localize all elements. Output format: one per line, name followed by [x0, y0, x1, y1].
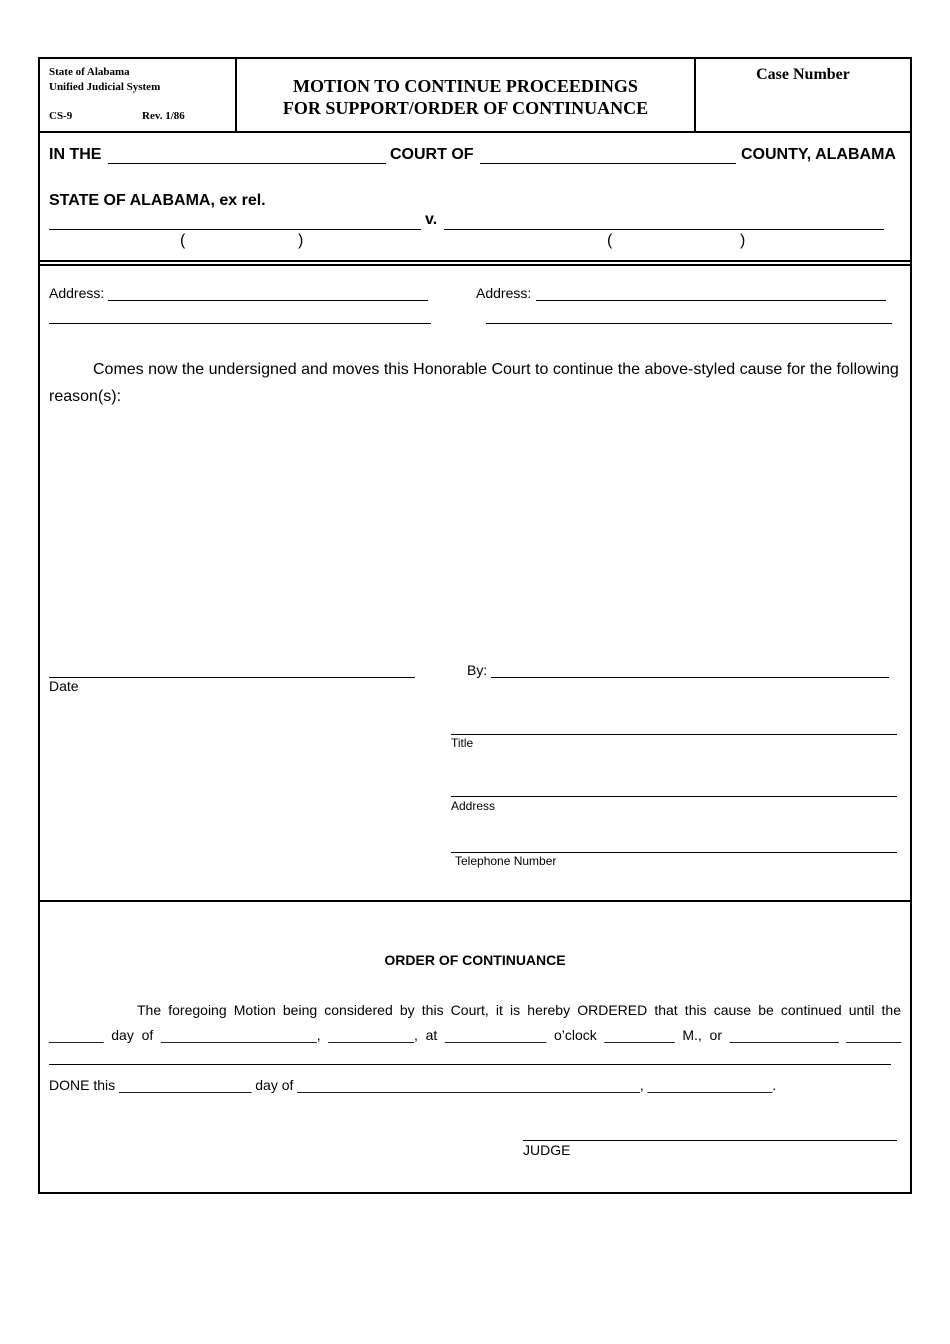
left-address-line-1[interactable] — [108, 300, 428, 301]
date-field[interactable] — [49, 677, 415, 678]
org-line-2: Unified Judicial System — [49, 81, 161, 93]
judge-label: JUDGE — [523, 1142, 571, 1158]
org-line-1: State of Alabama — [49, 66, 130, 78]
signer-address-label: Address — [451, 799, 496, 813]
in-the-label: IN THE — [49, 146, 102, 163]
caption-divider-2 — [38, 264, 912, 266]
caption-divider-1 — [38, 260, 912, 262]
signer-address-field[interactable] — [451, 796, 897, 797]
defendant-paren-close: ) — [740, 232, 746, 249]
case-number-label: Case Number — [756, 66, 850, 83]
order-continuation-line[interactable] — [49, 1064, 891, 1065]
revision: Rev. 1/86 — [142, 110, 185, 122]
telephone-label: Telephone Number — [455, 854, 557, 868]
right-address-line-1[interactable] — [536, 300, 886, 301]
versus-label: v. — [425, 211, 438, 228]
right-address-line-2[interactable] — [486, 323, 892, 324]
title-label: Title — [451, 736, 474, 750]
form-title-line-2: FOR SUPPORT/ORDER OF CONTINUANCE — [282, 98, 649, 118]
court-type-field[interactable] — [108, 163, 386, 164]
case-number-field[interactable] — [700, 88, 906, 128]
state-ex-rel-label: STATE OF ALABAMA, ex rel. — [49, 192, 266, 209]
motion-body: Comes now the undersigned and moves this Honorable Court to continue the above-styled cause for the following reason(s): — [49, 361, 899, 405]
form-title-line-1: MOTION TO CONTINUE PROCEEDINGS — [293, 76, 638, 96]
county-name-field[interactable] — [480, 163, 736, 164]
by-label: By: — [467, 662, 488, 678]
title-field[interactable] — [451, 734, 897, 735]
judge-signature-field[interactable] — [523, 1140, 897, 1141]
court-of-label: COURT OF — [390, 146, 474, 163]
order-text-line-1: The foregoing Motion being considered by this Court, it is hereby ORDERED that this cause be continued until the — [137, 1002, 901, 1018]
by-signature-field[interactable] — [491, 677, 889, 678]
order-heading: ORDER OF CONTINUANCE — [384, 952, 566, 968]
order-text-line-2[interactable]: _______ day of ____________________, ___________, at _____________ o’clock _________ M., or ______________ _______ — [49, 1027, 901, 1043]
defendant-paren-open: ( — [607, 232, 613, 249]
form-number: CS-9 — [49, 110, 73, 122]
done-this-line[interactable]: DONE this _________________ day of ____________________________________________, ________________. — [49, 1077, 777, 1093]
telephone-field[interactable] — [451, 852, 897, 853]
county-alabama-label: COUNTY, ALABAMA — [741, 146, 896, 163]
date-label: Date — [49, 678, 79, 694]
plaintiff-field[interactable] — [49, 229, 421, 230]
order-divider — [38, 900, 912, 902]
left-address-line-2[interactable] — [49, 323, 431, 324]
left-address-label: Address: — [49, 285, 105, 301]
reasons-area[interactable] — [49, 410, 907, 640]
plaintiff-paren-open: ( — [180, 232, 186, 249]
defendant-field[interactable] — [444, 229, 884, 230]
right-address-label: Address: — [476, 285, 532, 301]
plaintiff-paren-close: ) — [298, 232, 304, 249]
